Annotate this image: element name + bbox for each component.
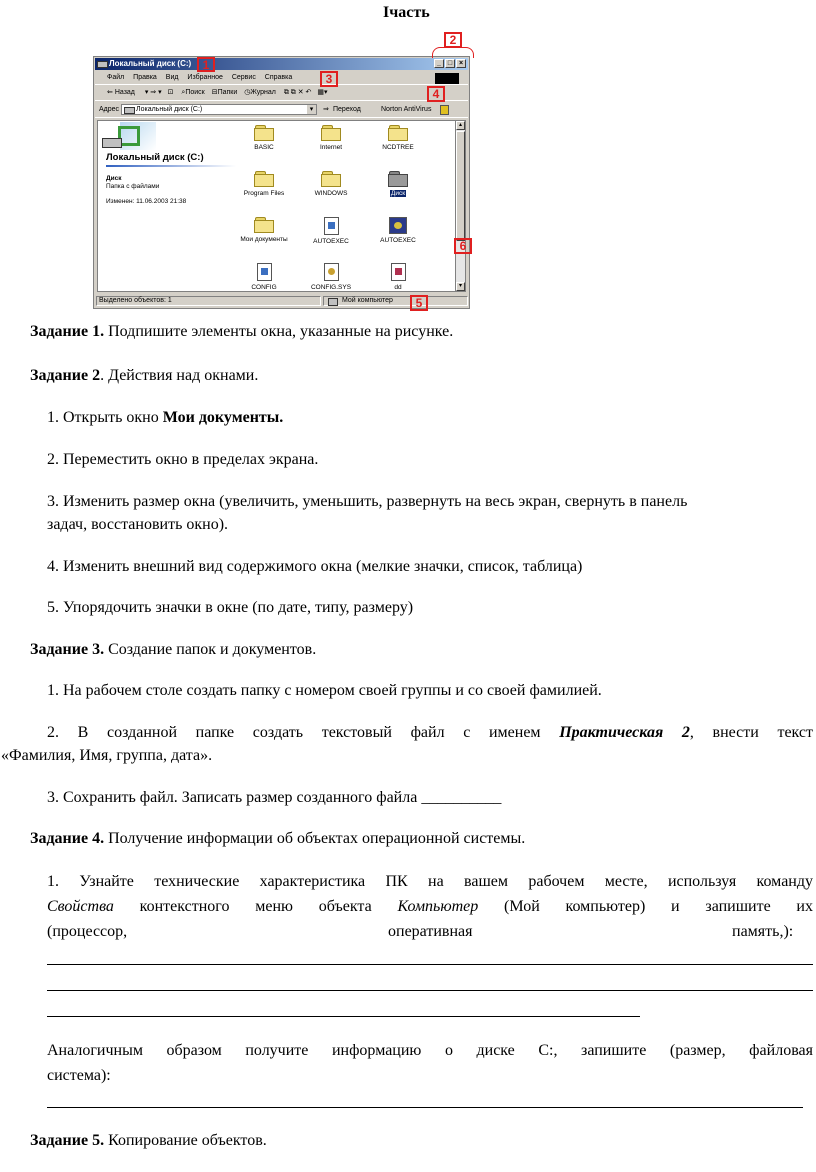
answer-line [47,964,813,965]
task-3-heading: Задание 3. Создание папок и документов. [30,641,317,658]
antivirus-icon [440,105,449,115]
folders-icon: ⊟ [211,89,218,96]
task-2-heading: Задание 2. Действия над окнами. [30,367,259,384]
task-4-step-1-line-1: 1. Узнайте технические характеристика ПК на вашем рабочем месте, используя команду [47,873,813,890]
list-item [301,125,361,151]
list-item [301,171,361,197]
explorer-window-illustration [93,56,470,309]
task-4-step-1-line-3a: (процессор, [47,923,128,940]
answer-line [47,1107,803,1108]
drive-icon [97,61,108,68]
item-label: Program Files [243,190,285,197]
task-4-step-1-line-3c: память,): [732,923,794,940]
selected-item-name: Диск [106,175,122,182]
item-label: Диск [390,190,406,197]
task-4-step-2-line-1: Аналогичным образом получите информацию о диске С:, запишите (размер, файловая [47,1042,813,1059]
callout-6: 6 [454,238,472,254]
item-label: dd [394,284,402,291]
image-file-icon [391,263,406,281]
folder-icon [321,171,341,187]
maximize-icon: □ [445,59,455,68]
vertical-scrollbar [455,120,466,292]
list-item [368,263,428,291]
page-title: Iчасть [383,4,430,21]
title-bar [95,58,468,70]
folders-button-label: Папки [217,89,238,96]
list-item [368,217,428,244]
answer-line [47,990,813,991]
item-label: AUTOEXEC [313,238,349,245]
task-3-step-2-line-2: «Фамилия, Имя, группа, дата». [1,747,213,764]
folder-icon [254,217,274,233]
item-label: CONFIG [251,284,277,291]
web-view-logo [100,122,160,152]
item-label: AUTOEXEC [380,237,416,244]
item-label: WINDOWS [314,190,348,197]
selected-item-modified: Изменен: 11.06.2003 21:38 [106,198,187,205]
history-button-label: Журнал [250,89,276,96]
drive-icon [124,107,135,114]
list-item [234,217,294,243]
minimize-icon: _ [434,59,444,68]
folder-icon [254,125,274,141]
move-copy-icons: ⧉ ⧉ ✕ ↶ [283,89,312,96]
callout-2-brace [432,47,474,58]
address-bar [95,102,468,118]
scroll-down-icon: ▾ [456,282,465,291]
windows-logo-icon [435,73,459,84]
task-2-step-3-line-1: 3. Изменить размер окна (увеличить, уменьшить, развернуть на весь экран, свернуть в панель [47,493,688,510]
list-item [368,125,428,151]
callout-4: 4 [427,86,445,102]
gear-file-icon [324,263,339,281]
folder-icon [388,171,408,187]
file-icon [324,217,339,235]
task-4-step-1-line-3b: оперативная [388,923,473,940]
task-4-step-2-line-2: система): [47,1067,111,1084]
scroll-up-icon: ▴ [456,121,465,130]
web-view-title: Локальный диск (C:) [106,152,204,163]
item-label: BASIC [254,144,274,151]
folder-icon [321,125,341,141]
computer-icon [328,298,338,306]
toolbar [95,86,468,101]
task-2-step-5: 5. Упорядочить значки в окне (по дате, типу, размеру) [47,599,414,616]
setup-icon [389,217,407,234]
scroll-thumb [456,131,465,241]
task-3-step-1: 1. На рабочем столе создать папку с номером своей группы и со своей фамилией. [47,682,602,699]
menu-edit: Правка [133,74,157,81]
list-item [234,171,294,197]
selected-item-type: Папка с файлами [106,183,160,190]
forward-arrow-icon: ▾ ⇒ ▾ [144,89,162,96]
menu-tools: Сервис [231,74,256,81]
menu-view: Вид [165,74,179,81]
back-arrow-icon: ⇐ [107,89,113,96]
address-field [121,104,317,115]
web-view-divider [106,165,236,167]
menu-help: Справка [264,74,293,81]
task-2-step-1: 1. Открыть окно Мои документы. [47,409,284,426]
menu-favorites: Избранное [187,74,223,81]
go-icon: ⇒ [323,106,329,113]
task-1: Задание 1. Подпишите элементы окна, указанные на рисунке. [30,323,454,340]
menu-bar [95,72,468,85]
list-item [368,171,428,197]
folder-icon [254,171,274,187]
task-5-heading: Задание 5. Копирование объектов. [30,1132,267,1149]
status-selected-count: Выделено объектов: 1 [96,296,321,306]
answer-line [47,1016,640,1017]
item-label: NCDTREE [382,144,414,151]
search-icon: ⌕ [181,89,186,96]
callout-2: 2 [444,32,462,48]
list-item [301,217,361,245]
callout-5: 5 [410,295,428,311]
file-icon [257,263,272,281]
back-button-label: Назад [114,89,135,96]
menu-file: Файл [107,74,125,81]
search-button-label: Поиск [185,89,205,96]
list-item [234,125,294,151]
task-3-step-2-line-1: 2. В созданной папке создать текстовый файл с именем Практическая 2, внести текст [47,724,814,741]
item-label: Internet [319,144,343,151]
task-2-step-2: 2. Переместить окно в пределах экрана. [47,451,319,468]
item-label: CONFIG.SYS [310,284,352,291]
task-2-step-3-line-2: задач, восстановить окно). [47,516,229,533]
item-label: Мои документы [240,236,288,243]
task-4-heading: Задание 4. Получение информации об объектах операционной системы. [30,830,526,847]
list-item [234,263,294,291]
task-3-step-3: 3. Сохранить файл. Записать размер созданного файла __________ [47,789,502,806]
chevron-down-icon: ▾ [307,105,316,114]
status-location-panel [323,296,468,306]
history-icon: ◷ [244,89,251,96]
folder-icon [388,125,408,141]
up-folder-icon: ⊡ [167,89,174,96]
content-area [97,120,456,292]
task-4-step-1-line-2: Свойства контекстного меню объекта Компьютер (Мой компьютер) и запишите их [47,898,813,915]
status-location: Мой компьютер [342,297,393,304]
address-label: Адрес [99,106,120,113]
close-icon: × [456,59,466,68]
address-value: Локальный диск (C:) [136,106,203,113]
callout-3: 3 [320,71,338,87]
antivirus-label: Norton AntiVirus [381,106,432,113]
views-icon: ▦▾ [317,89,328,96]
window-title: Локальный диск (C:) [109,59,192,68]
task-2-step-4: 4. Изменить внешний вид содержимого окна (мелкие значки, список, таблица) [47,558,583,575]
list-item [301,263,361,291]
callout-1: 1 [197,57,215,72]
go-button-label: Переход [333,106,361,113]
